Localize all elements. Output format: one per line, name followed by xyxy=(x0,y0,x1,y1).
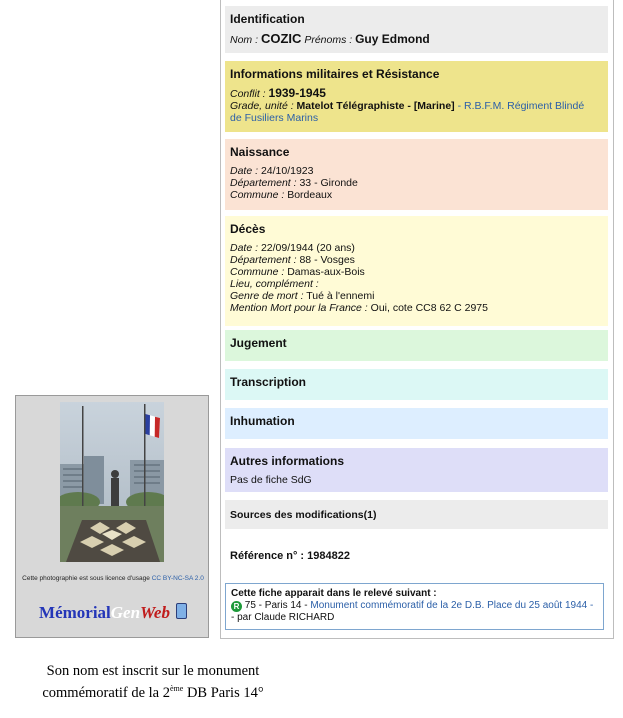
section-title: Informations militaires et Résistance xyxy=(230,67,440,81)
section-sources xyxy=(225,500,608,529)
monument-photo[interactable] xyxy=(60,402,164,562)
caption-text-end: DB Paris 14° xyxy=(183,685,264,701)
commune-value: Bordeaux xyxy=(287,189,333,201)
fiche-record-panel xyxy=(220,0,614,639)
caption-text: commémoratif de la 2 xyxy=(42,685,170,701)
section-title: Jugement xyxy=(230,336,287,350)
nom-value: COZIC xyxy=(260,31,302,46)
naissance-date-row xyxy=(230,165,602,177)
license-link[interactable]: CC BY-NC-SA 2.0 xyxy=(151,575,204,582)
commune-value: Damas-aux-Bois xyxy=(287,266,365,278)
releve-badge-icon: R xyxy=(231,601,242,612)
nom-label: Nom : xyxy=(230,34,259,46)
section-identification xyxy=(225,6,608,53)
reference-number: Référence n° : 1984822 xyxy=(230,550,350,562)
section-militaire xyxy=(225,61,608,132)
naissance-departement-row xyxy=(230,177,602,189)
logo-part-web: Web xyxy=(140,603,170,622)
deces-genre-row xyxy=(230,290,602,302)
departement-value: 33 - Gironde xyxy=(299,177,358,189)
unite-link[interactable]: - R.B.F.M. Régiment Blindé xyxy=(457,100,585,112)
section-autres-informations xyxy=(225,448,608,492)
releve-title: Cette fiche apparait dans le relevé suivant : xyxy=(231,588,437,599)
deces-mention-row xyxy=(230,302,602,314)
section-transcription xyxy=(225,369,608,400)
memorialgenweb-logo[interactable] xyxy=(16,603,210,623)
section-reference xyxy=(225,541,608,565)
releve-code: 75 - Paris 14 - xyxy=(244,600,308,611)
name-row xyxy=(230,33,602,46)
prenoms-label: Prénoms : xyxy=(304,34,353,46)
caption-line-2 xyxy=(8,680,298,702)
departement-value: 88 - Vosges xyxy=(299,254,355,266)
caption-line-1: Son nom est inscrit sur le monument xyxy=(46,663,260,679)
logo-part-memorial: Mémorial xyxy=(39,603,111,622)
grade-row xyxy=(230,100,602,112)
date-value: 22/09/1944 (20 ans) xyxy=(260,242,355,254)
section-inhumation xyxy=(225,408,608,439)
section-title: Décès xyxy=(230,222,266,236)
photo-card xyxy=(15,395,209,638)
logo-part-gen: Gen xyxy=(110,603,141,622)
section-title: Autres informations xyxy=(230,454,345,468)
genre-label: Genre de mort : xyxy=(230,290,304,302)
deces-lieu-row xyxy=(230,278,602,290)
genre-value: Tué à l'ennemi xyxy=(306,290,375,302)
photo-credit xyxy=(20,574,206,583)
unite-link-continued[interactable]: de Fusiliers Marins xyxy=(230,112,319,124)
section-title: Sources des modifications(1) xyxy=(230,509,377,521)
mention-label: Mention Mort pour la France : xyxy=(230,302,368,314)
section-jugement xyxy=(225,330,608,361)
date-label: Date : xyxy=(230,165,259,177)
section-title: Inhumation xyxy=(230,414,295,428)
releve-author: - par Claude RICHARD xyxy=(231,612,335,623)
section-deces xyxy=(225,216,608,326)
credit-text: Cette photographie est sous licence d'usage xyxy=(22,575,150,582)
deces-commune-row xyxy=(230,266,602,278)
caption-superscript: ème xyxy=(169,684,184,693)
departement-label: Département : xyxy=(230,254,297,266)
date-value: 24/10/1923 xyxy=(260,165,314,177)
deces-departement-row xyxy=(230,254,602,266)
commune-label: Commune : xyxy=(230,266,285,278)
section-naissance xyxy=(225,139,608,210)
mobile-phone-icon[interactable] xyxy=(176,603,187,619)
conflit-value: 1939-1945 xyxy=(268,86,326,100)
prenoms-value: Guy Edmond xyxy=(355,32,430,46)
naissance-commune-row xyxy=(230,189,602,201)
section-title: Identification xyxy=(230,12,305,26)
releve-box xyxy=(225,583,604,630)
autres-text: Pas de fiche SdG xyxy=(230,474,312,486)
date-label: Date : xyxy=(230,242,259,254)
releve-link[interactable]: Monument commémoratif de la 2e D.B. Place du 25 août 1944 - xyxy=(310,600,594,611)
deces-date-row xyxy=(230,242,602,254)
commune-label: Commune : xyxy=(230,189,285,201)
monument-photo-image xyxy=(60,402,164,562)
mention-value: Oui, cote CC8 62 C 2975 xyxy=(370,302,488,314)
grade-value: Matelot Télégraphiste - [Marine] xyxy=(296,100,455,112)
releve-row xyxy=(231,600,598,612)
section-title: Transcription xyxy=(230,375,307,389)
conflit-label: Conflit : xyxy=(230,88,266,100)
caption xyxy=(8,662,298,702)
lieu-label: Lieu, complément : xyxy=(230,278,319,290)
grade-label: Grade, unité : xyxy=(230,100,294,112)
departement-label: Département : xyxy=(230,177,297,189)
section-title: Naissance xyxy=(230,145,290,159)
conflit-row xyxy=(230,87,602,100)
